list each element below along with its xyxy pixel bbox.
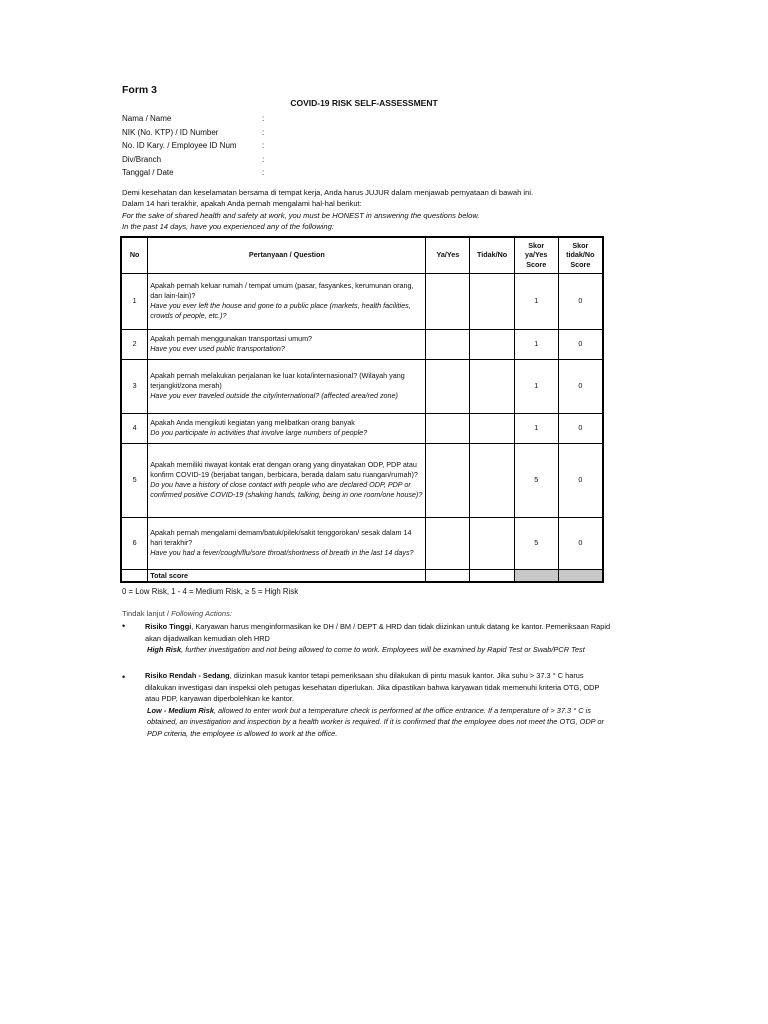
field-employee-id bbox=[122, 139, 272, 153]
action-text-en bbox=[145, 705, 612, 740]
table-row bbox=[121, 443, 603, 517]
score-yes: 1 bbox=[514, 329, 558, 359]
high-risk-text-en: , further investigation and not being allowed to come to work. Employees will be examined by Rapid Test or Swab/PCR Test bbox=[181, 645, 585, 655]
question-en: Do you participate in activities that involve large numbers of people? bbox=[150, 428, 368, 437]
low-risk-lead-id: Risiko Rendah - Sedang bbox=[145, 671, 230, 680]
intro-question-en: In the past 14 days, have you experienced any of the following: bbox=[122, 222, 334, 232]
row-number: 4 bbox=[121, 413, 148, 443]
answer-no-cell[interactable] bbox=[470, 413, 514, 443]
field-colon: : bbox=[262, 154, 265, 164]
question-id: Apakah pernah menggunakan transportasi umum? bbox=[150, 334, 313, 344]
intro-text bbox=[122, 187, 622, 233]
total-row bbox=[121, 569, 603, 582]
table-row bbox=[121, 359, 603, 413]
intro-question-id: Dalam 14 hari terakhir, apakah Anda pernah mengalami hal-hal berikut: bbox=[122, 199, 362, 209]
score-no: 0 bbox=[558, 443, 603, 517]
total-score-yes-cell bbox=[514, 569, 558, 582]
risk-assessment-table bbox=[120, 236, 604, 583]
field-label: NIK (No. KTP) / ID Number bbox=[122, 127, 219, 137]
score-no: 0 bbox=[558, 517, 603, 569]
question-id: Apakah pernah melakukan perjalanan ke luar kota/internasional? (Wilayah yang terjangkit/zona merah) bbox=[150, 371, 405, 391]
action-text-id bbox=[145, 621, 612, 644]
total-score-no-cell bbox=[558, 569, 603, 582]
low-risk-text-en: , allowed to enter work but a temperature check is performed at the office entrance. If a temperature of > 37.3 ° C is obtained, an investigation and inspection by a health worker is required. If it is confirmed that the employee does not meet the OTG, ODP or PDP criteria, the employee is allowed to work at the office. bbox=[147, 705, 604, 738]
score-yes: 1 bbox=[514, 359, 558, 413]
header-no: No bbox=[121, 237, 148, 273]
question-cell bbox=[148, 273, 426, 329]
header-question: Pertanyaan / Question bbox=[148, 237, 426, 273]
question-en: Have you had a fever/cough/flu/sore throat/shortness of breath in the last 14 days? bbox=[150, 547, 414, 557]
intro-line-id: Demi kesehatan dan keselamatan bersama di tempat kerja, Anda harus JUJUR dalam menjawab pernyataan di bawah ini. bbox=[122, 188, 534, 197]
field-label: Tanggal / Date bbox=[122, 168, 174, 178]
answer-no-cell[interactable] bbox=[470, 359, 514, 413]
action-high-risk bbox=[122, 621, 612, 656]
question-id: Apakah pernah mengalami demam/batuk/pilek/sakit tenggorokan/ sesak dalam 14 hari terakhir? bbox=[150, 528, 412, 548]
answer-yes-cell[interactable] bbox=[426, 359, 470, 413]
action-body bbox=[145, 621, 612, 656]
high-risk-lead-en: High Risk bbox=[147, 645, 182, 655]
high-risk-text-id: , Karyawan harus menginformasikan ke DH / BM / DEPT & HRD dan tidak diizinkan untuk datang ke kantor. Pemeriksaan Rapid akan dijadwalkan kemudian oleh HRD bbox=[145, 622, 611, 643]
row-number: 3 bbox=[121, 359, 148, 413]
actions-title-en: Following Actions: bbox=[171, 609, 233, 618]
question-id: Apakah pernah keluar rumah / tempat umum (pasar, fasyankes, kerumunan orang, dan lain-lain)? bbox=[150, 281, 414, 301]
identity-fields bbox=[122, 112, 272, 180]
question-cell bbox=[148, 517, 426, 569]
question-cell bbox=[148, 329, 426, 359]
answer-no-cell[interactable] bbox=[470, 443, 514, 517]
form-number: Form 3 bbox=[122, 84, 158, 96]
field-id-number bbox=[122, 126, 272, 140]
field-colon: : bbox=[262, 127, 265, 137]
bullet-icon: • bbox=[122, 672, 126, 682]
score-yes: 5 bbox=[514, 443, 558, 517]
row-number: 5 bbox=[121, 443, 148, 517]
field-colon: : bbox=[262, 141, 265, 151]
question-en: Have you ever used public transportation? bbox=[150, 344, 285, 353]
actions-title bbox=[122, 609, 232, 618]
score-no: 0 bbox=[558, 413, 603, 443]
answer-no-cell[interactable] bbox=[470, 517, 514, 569]
action-low-medium-risk bbox=[122, 670, 612, 740]
header-score-yes: Skor ya/Yes Score bbox=[514, 237, 558, 273]
bullet-icon: • bbox=[122, 621, 126, 631]
score-yes: 5 bbox=[514, 517, 558, 569]
question-en: Do you have a history of close contact with people who are declared ODP, PDP or confirmed positive COVID-19 (shaking hands, talking, being in one room/one house)? bbox=[150, 480, 423, 499]
action-text-en bbox=[145, 644, 612, 656]
document-title: COVID-19 RISK SELF-ASSESSMENT bbox=[290, 98, 438, 108]
high-risk-lead-id: Risiko Tinggi bbox=[145, 622, 192, 631]
score-no: 0 bbox=[558, 329, 603, 359]
question-cell bbox=[148, 413, 426, 443]
answer-yes-cell[interactable] bbox=[426, 413, 470, 443]
question-cell bbox=[148, 443, 426, 517]
field-date bbox=[122, 166, 272, 180]
risk-legend: 0 = Low Risk, 1 - 4 = Medium Risk, ≥ 5 = High Risk bbox=[122, 587, 299, 596]
field-label: Div/Branch bbox=[122, 154, 162, 164]
answer-no-cell[interactable] bbox=[470, 329, 514, 359]
actions-title-id: Tindak lanjut / bbox=[122, 609, 172, 618]
field-label: No. ID Kary. / Employee ID Num bbox=[122, 141, 237, 151]
question-en: Have you ever left the house and gone to a public place (markets, health facilities, crowds of people, etc.)? bbox=[150, 301, 411, 320]
table-row bbox=[121, 517, 603, 569]
header-score-no: Skor tidak/No Score bbox=[558, 237, 603, 273]
question-en: Have you ever traveled outside the city/international? (affected area/red zone) bbox=[150, 390, 398, 400]
question-id: Apakah memiliki riwayat kontak erat dengan orang yang dinyatakan ODP, PDP atau konfirm COVID-19 (berjabat tangan, berbicara, berada dalam satu ruangan/rumah)? bbox=[150, 460, 418, 480]
score-yes: 1 bbox=[514, 273, 558, 329]
table-row bbox=[121, 329, 603, 359]
total-label: Total score bbox=[148, 569, 426, 582]
header-no-answer: Tidak/No bbox=[470, 237, 514, 273]
low-risk-lead-en: Low - Medium Risk bbox=[147, 705, 214, 715]
question-cell bbox=[148, 359, 426, 413]
answer-yes-cell[interactable] bbox=[426, 443, 470, 517]
score-no: 0 bbox=[558, 359, 603, 413]
answer-yes-cell[interactable] bbox=[426, 517, 470, 569]
table-header-row bbox=[121, 237, 603, 273]
total-yes-cell[interactable] bbox=[426, 569, 470, 582]
row-number: 1 bbox=[121, 273, 148, 329]
field-division bbox=[122, 153, 272, 167]
score-yes: 1 bbox=[514, 413, 558, 443]
field-colon: : bbox=[262, 114, 265, 123]
row-number: 2 bbox=[121, 329, 148, 359]
answer-no-cell[interactable] bbox=[470, 273, 514, 329]
answer-yes-cell[interactable] bbox=[426, 329, 470, 359]
action-text-id bbox=[145, 670, 612, 705]
table-row bbox=[121, 273, 603, 329]
score-no: 0 bbox=[558, 273, 603, 329]
intro-line-en: For the sake of shared health and safety at work, you must be HONEST in answering the questions below. bbox=[122, 210, 480, 220]
row-number: 6 bbox=[121, 517, 148, 569]
answer-yes-cell[interactable] bbox=[426, 273, 470, 329]
field-name bbox=[122, 112, 272, 126]
total-no-answer-cell[interactable] bbox=[470, 569, 514, 582]
table-row bbox=[121, 413, 603, 443]
action-body bbox=[145, 670, 612, 740]
total-no-cell bbox=[121, 569, 148, 582]
low-risk-text-id: , diizinkan masuk kantor tetapi pemeriksaan shu dilakukan di pintu masuk kantor. Jika suhu > 37.3 ° C harus dilakukan investigasi dan inspeksi oleh petugas kesehatan diperlukan. Jika dipastikan bahwa karyawan tidak memenuhi kriteria OTG, ODP atau PDP, karyawan diperbolehkan ke kantor. bbox=[145, 671, 600, 704]
question-id: Apakah Anda mengikuti kegiatan yang melibatkan orang banyak bbox=[150, 418, 355, 428]
field-colon: : bbox=[262, 168, 265, 178]
field-label: Nama / Name bbox=[122, 114, 172, 123]
header-yes: Ya/Yes bbox=[426, 237, 470, 273]
